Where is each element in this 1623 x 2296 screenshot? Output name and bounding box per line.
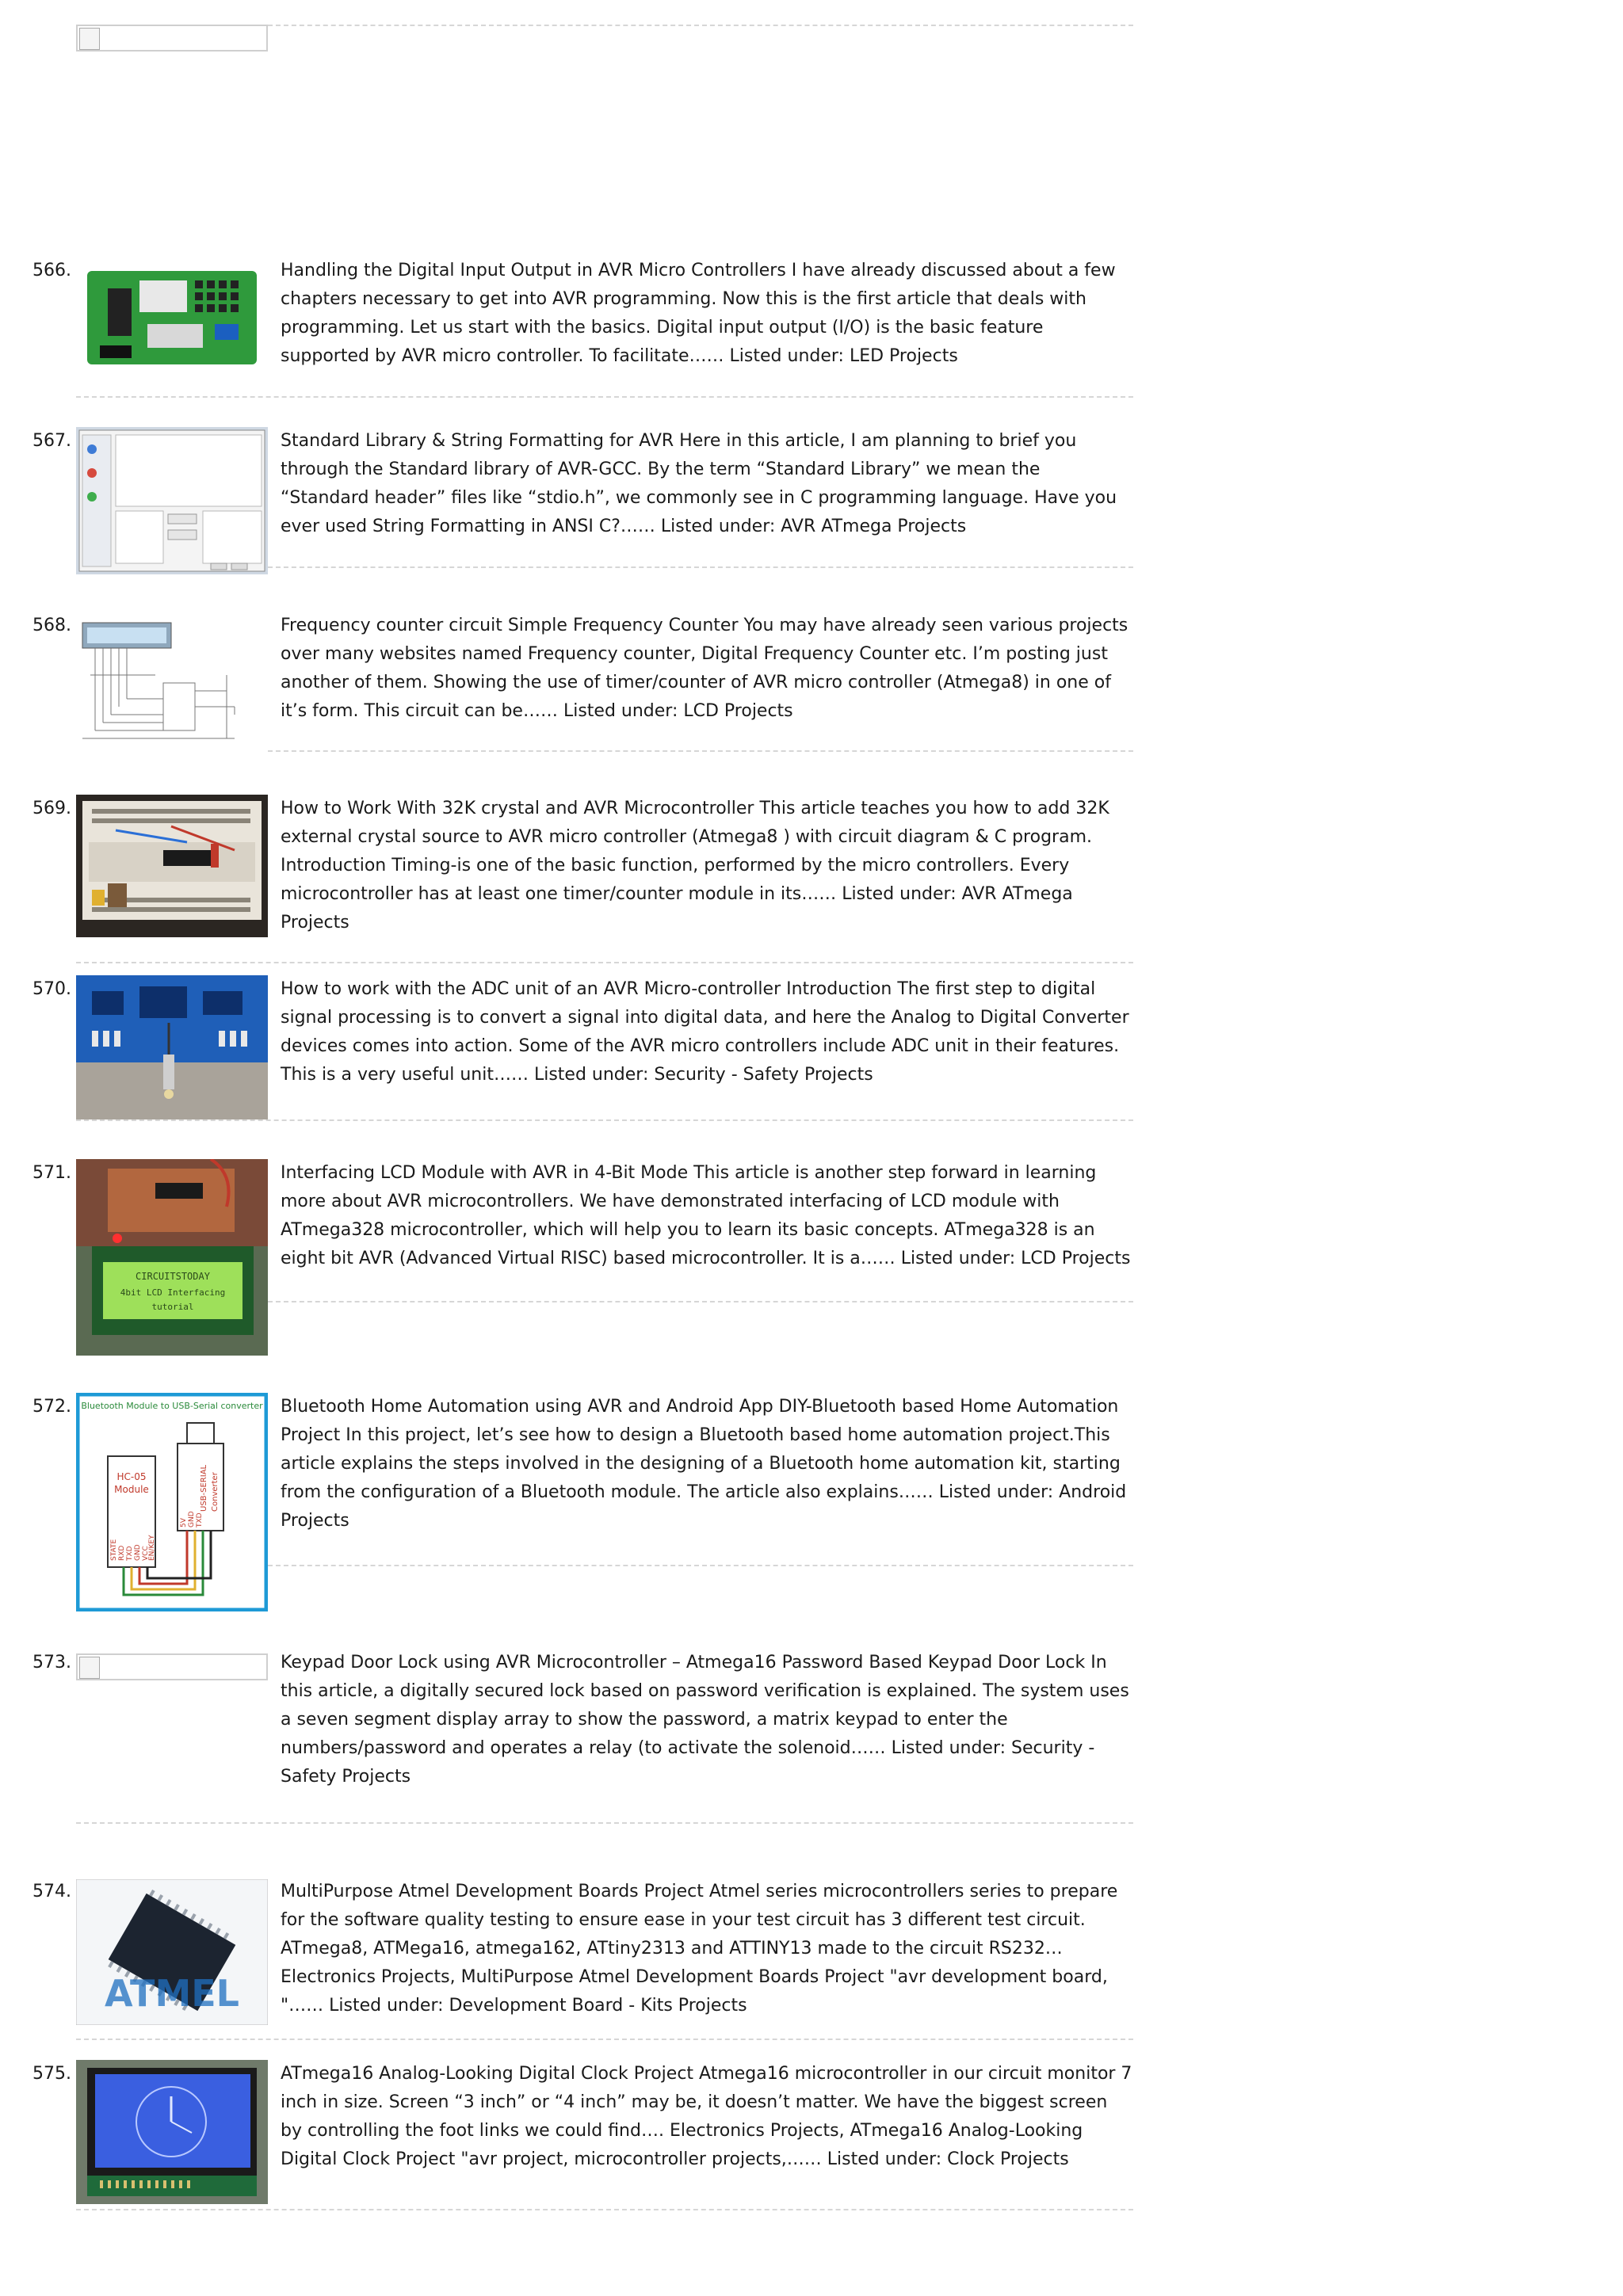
broken-image-icon[interactable]	[76, 1653, 268, 1680]
item-description[interactable]: Interfacing LCD Module with AVR in 4-Bit Mode This article is another step forward in learning more about AVR microcontrollers. We have demonstrated interfacing of LCD module with ATmega328 microcontroller, which will help you to learn its basic concepts. ATmega328 is an eight bit AVR (Advanced Virtual RISC) based microcontroller. It is a…… Listed under: LCD Projects	[281, 1163, 1131, 1268]
separator	[268, 25, 1133, 26]
pin-label: GND	[188, 1511, 196, 1527]
item-description[interactable]: Bluetooth Home Automation using AVR and Android App DIY-Bluetooth based Home Automation Project In this project, let’s see how to design a Bluetooth based home automation project.This article explains the steps involved in the designing of a Bluetooth home automation kit, starting from the configuration of a Bluetooth module. The article also explains…… Listed under: Android Projects	[281, 1397, 1127, 1531]
item-number: 573.	[32, 1653, 71, 1672]
pin-label: RXD	[118, 1545, 126, 1561]
item-thumbnail[interactable]	[76, 257, 268, 376]
lcd-line-3: tutorial	[151, 1302, 194, 1312]
item-number: 574.	[32, 1882, 71, 1901]
item-description[interactable]: MultiPurpose Atmel Development Boards Project Atmel series microcontrollers series to prepare for the software quality testing to ensure ease in your test circuit has 3 different test circuit. ATmega8, ATMega16, atmega162, ATtiny2313 and ATTINY13 made to the circuit RS232… Electronics Projects, MultiPurpose Atmel Development Boards Project "avr development board, "…… Listed under: Development Board - Kits Projects	[281, 1882, 1118, 2016]
item-description[interactable]: How to Work With 32K crystal and AVR Microcontroller This article teaches you how to add 32K external crystal source to AVR micro controller (Atmega8 ) with circuit diagram & C program. Introduction Timing-is one of the basic function, performed by the micro controllers. Every microcontroller has at least one timer/counter module in its…… Listed under: AVR ATmega Projects	[281, 799, 1109, 933]
pin-label: 5V	[180, 1518, 188, 1527]
software-window-image	[76, 427, 268, 574]
separator	[76, 1822, 1133, 1824]
item-number: 569.	[32, 799, 71, 818]
item-number: 567.	[32, 431, 71, 451]
converter-label: Converter	[211, 1472, 220, 1512]
item-description[interactable]: ATmega16 Analog-Looking Digital Clock Project Atmega16 microcontroller in our circuit monitor 7 inch in size. Screen “3 inch” or “4 inch” may be, it doesn’t matter. We have the biggest screen by controlling the foot links we could find…. Electronics Projects, ATmega16 Analog-Looking Digital Clock Project "avr project, microcontroller projects,…… Listed under: Clock Projects	[281, 2064, 1132, 2169]
item-description[interactable]: Standard Library & String Formatting for AVR Here in this article, I am planning to brief you through the Standard library of AVR-GCC. By the term “Standard Library” we mean the “Standard header” files like “stdio.h”, we commonly see in C programming language. Have you ever used String Formatting in ANSI C?…… Listed under: AVR ATmega Projects	[281, 431, 1117, 536]
bluetooth-diagram-image	[76, 1393, 268, 1611]
separator	[76, 2039, 1133, 2040]
dev-board-image	[76, 257, 268, 376]
item-thumbnail[interactable]	[76, 427, 268, 574]
module-label: Module	[114, 1484, 149, 1495]
item-number: 568.	[32, 616, 71, 635]
item-thumbnail[interactable]	[76, 2060, 268, 2204]
item-description[interactable]: Keypad Door Lock using AVR Microcontroller – Atmega16 Password Based Keypad Door Lock In this article, a digitally secured lock based on password verification is explained. The system uses a seven segment display array to show the password, a matrix keypad to enter the numbers/password and operates a relay (to activate the solenoid…… Listed under: Security - Safety Projects	[281, 1653, 1129, 1787]
pin-label: STATE	[110, 1539, 118, 1561]
usb-serial-label: USB-SERIAL	[200, 1464, 208, 1512]
lcd-module-image	[76, 1159, 268, 1356]
item-thumbnail[interactable]	[76, 975, 268, 1119]
item-number: 571.	[32, 1163, 71, 1183]
diagram-title: Bluetooth Module to USB-Serial converter	[81, 1401, 263, 1411]
item-thumbnail[interactable]	[76, 1159, 268, 1356]
lcd-line-2: 4bit LCD Interfacing	[120, 1287, 226, 1298]
item-thumbnail[interactable]	[76, 612, 268, 746]
atmel-logo: ATMEL	[105, 1972, 239, 2015]
item-number: 566.	[32, 261, 71, 280]
separator	[76, 2209, 1133, 2210]
separator	[76, 1119, 1133, 1121]
item-thumbnail[interactable]	[76, 1879, 268, 2025]
item-number: 570.	[32, 979, 71, 999]
pin-label: TXD	[126, 1546, 134, 1561]
breadboard-image	[76, 795, 268, 937]
pin-label: EN/KEY	[148, 1535, 156, 1561]
adc-board-image	[76, 975, 268, 1119]
lcd-line-1: CIRCUITSTODAY	[136, 1271, 210, 1282]
separator	[268, 1565, 1133, 1566]
separator	[268, 1301, 1133, 1302]
separator	[76, 962, 1133, 963]
item-thumbnail[interactable]	[76, 795, 268, 937]
pin-label: GND	[134, 1544, 142, 1561]
lcd-schematic-image	[76, 612, 268, 746]
separator	[268, 750, 1133, 752]
pin-label: VCC	[142, 1546, 150, 1561]
hc05-label: HC-05	[116, 1471, 147, 1482]
separator	[268, 566, 1133, 568]
broken-image-icon[interactable]	[76, 25, 268, 51]
item-description[interactable]: Handling the Digital Input Output in AVR Micro Controllers I have already discussed about a few chapters necessary to get into AVR programming. Now this is the first article that deals with programming. Let us start with the basics. Digital input output (I/O) is the basic feature supported by AVR micro controller. To facilitate…… Listed under: LED Projects	[281, 261, 1116, 366]
glcd-clock-image	[76, 2060, 268, 2204]
separator	[76, 396, 1133, 398]
pin-label: TXD	[196, 1512, 204, 1527]
item-thumbnail[interactable]	[76, 1393, 268, 1611]
item-number: 572.	[32, 1397, 71, 1417]
item-description[interactable]: Frequency counter circuit Simple Frequency Counter You may have already seen various projects over many websites named Frequency counter, Digital Frequency Counter etc. I’m posting just another of them. Showing the use of timer/counter of AVR micro controller (Atmega8) in one of it’s form. This circuit can be…… Listed under: LCD Projects	[281, 616, 1128, 721]
item-number: 575.	[32, 2064, 71, 2084]
atmel-chip-image	[76, 1879, 268, 2025]
item-description[interactable]: How to work with the ADC unit of an AVR Micro-controller Introduction The first step to digital signal processing is to convert a signal into digital data, and here the Analog to Digital Converter devices comes into action. Some of the AVR micro controllers include ADC unit in their features. This is a very useful unit…… Listed under: Security - Safety Projects	[281, 979, 1129, 1085]
